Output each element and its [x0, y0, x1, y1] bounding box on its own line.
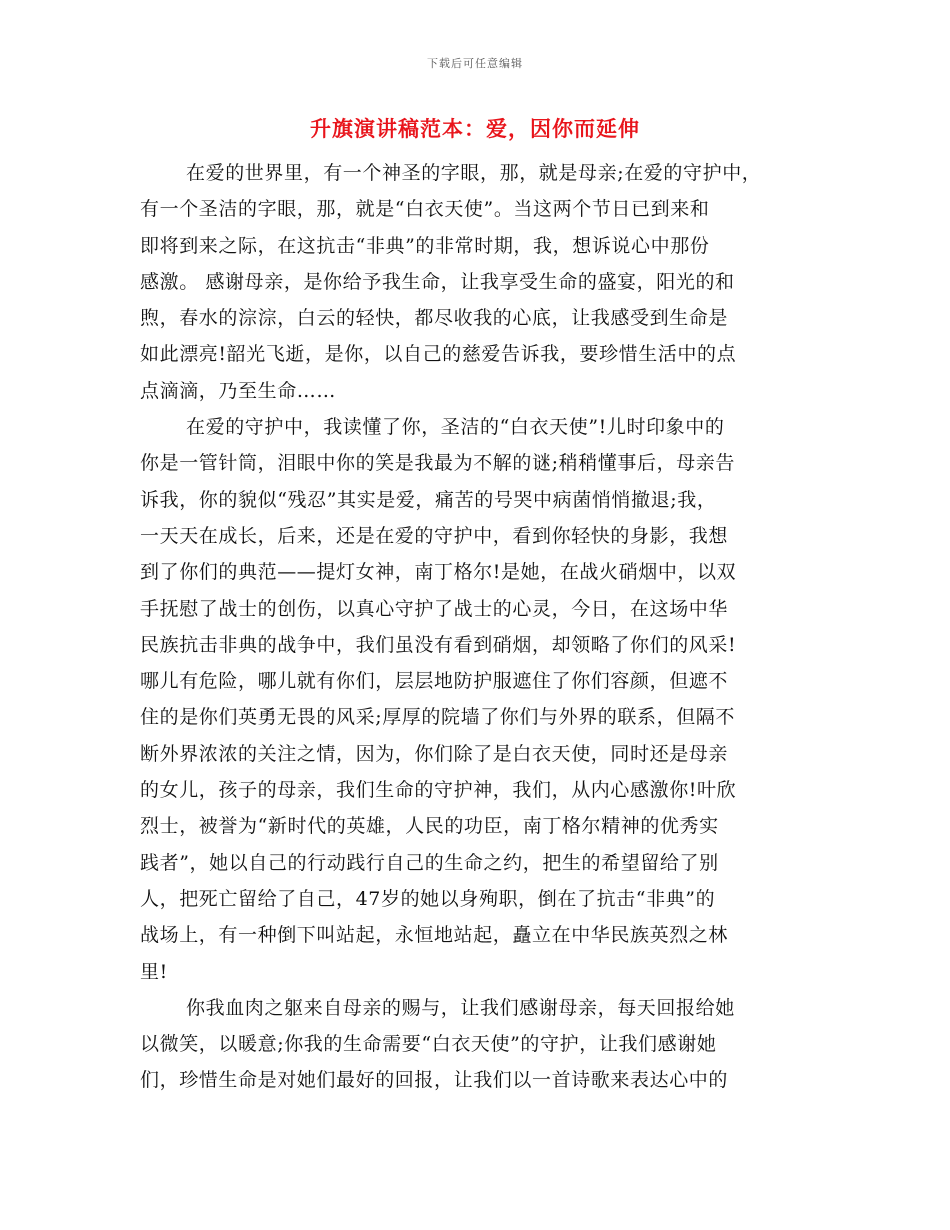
text-line: 哪儿有危险，哪儿就有你们，层层地防护服遮住了你们容颜，但遮不 [140, 670, 729, 693]
document-title: 升旗演讲稿范本：爱，因你而延伸 [310, 117, 640, 141]
text-line: 人，把死亡留给了自己，47岁的她以身殉职，倒在了抗击“非典”的 [140, 887, 716, 910]
text-line: 一天天在成长，后来，还是在爱的守护中，看到你轻快的身影，我想 [140, 524, 729, 547]
text-line: 民族抗击非典的战争中，我们虽没有看到硝烟，却领略了你们的风采! [140, 633, 737, 656]
text-line: 煦，春水的淙淙，白云的轻快，都尽收我的心底，让我感受到生命是 [140, 307, 729, 330]
text-line: 你是一管针筒，泪眼中你的笑是我最为不解的谜;稍稍懂事后，母亲告 [140, 452, 736, 475]
text-line: 你我血肉之躯来自母亲的赐与，让我们感谢母亲，每天回报给她 [186, 996, 735, 1019]
text-line: 点滴滴，乃至生命…… [140, 379, 337, 402]
text-line: 即将到来之际，在这抗击“非典”的非常时期，我，想诉说心中那份 [140, 234, 710, 257]
text-line: 在爱的世界里，有一个神圣的字眼，那，就是母亲;在爱的守护中， [186, 162, 762, 184]
text-line: 战场上，有一种倒下叫站起，永恒地站起，矗立在中华民族英烈之林 [140, 924, 729, 947]
document-body [140, 155, 820, 1099]
text-line: 有一个圣洁的字眼，那，就是“白衣天使”。当这两个节日已到来和 [140, 198, 710, 221]
text-line: 手抚慰了战士的创伤，以真心守护了战士的心灵，今日，在这场中华 [140, 597, 729, 620]
text-line: 在爱的守护中，我读懂了你，圣洁的“白衣天使”!儿时印象中的 [186, 416, 725, 439]
text-line: 以微笑，以暖意;你我的生命需要“白衣天使”的守护，让我们感谢她 [140, 1033, 717, 1056]
text-line: 到了你们的典范——提灯女神，南丁格尔!是她，在战火硝烟中，以双 [140, 561, 737, 584]
text-line: 们，珍惜生命是对她们最好的回报，让我们以一首诗歌来表达心中的 [140, 1069, 729, 1092]
header-note: 下载后可任意编辑 [427, 57, 523, 70]
text-line: 诉我，你的貌似“残忍”其实是爱，痛苦的号哭中病菌悄悄撤退;我， [140, 488, 717, 511]
paragraph-3 [140, 990, 820, 1099]
text-line: 感激。 感谢母亲，是你给予我生命，让我享受生命的盛宴，阳光的和 [140, 270, 735, 293]
text-line: 住的是你们英勇无畏的风采;厚厚的院墙了你们与外界的联系，但隔不 [140, 706, 736, 729]
text-line: 践者”，她以自己的行动践行自己的生命之约，把生的希望留给了别 [140, 851, 719, 874]
text-line: 的女儿，孩子的母亲，我们生命的守护神，我们，从内心感激你!叶欣 [140, 779, 737, 802]
text-line: 里! [140, 960, 168, 983]
text-line: 如此漂亮!韶光飞逝，是你，以自己的慈爱告诉我，要珍惜生活中的点 [140, 343, 737, 366]
text-line: 烈士，被誉为“新时代的英雄，人民的功臣，南丁格尔精神的优秀实 [140, 815, 719, 838]
paragraph-2 [140, 409, 820, 990]
paragraph-1 [140, 155, 820, 409]
text-line: 断外界浓浓的关注之情，因为，你们除了是白衣天使，同时还是母亲 [140, 742, 729, 765]
